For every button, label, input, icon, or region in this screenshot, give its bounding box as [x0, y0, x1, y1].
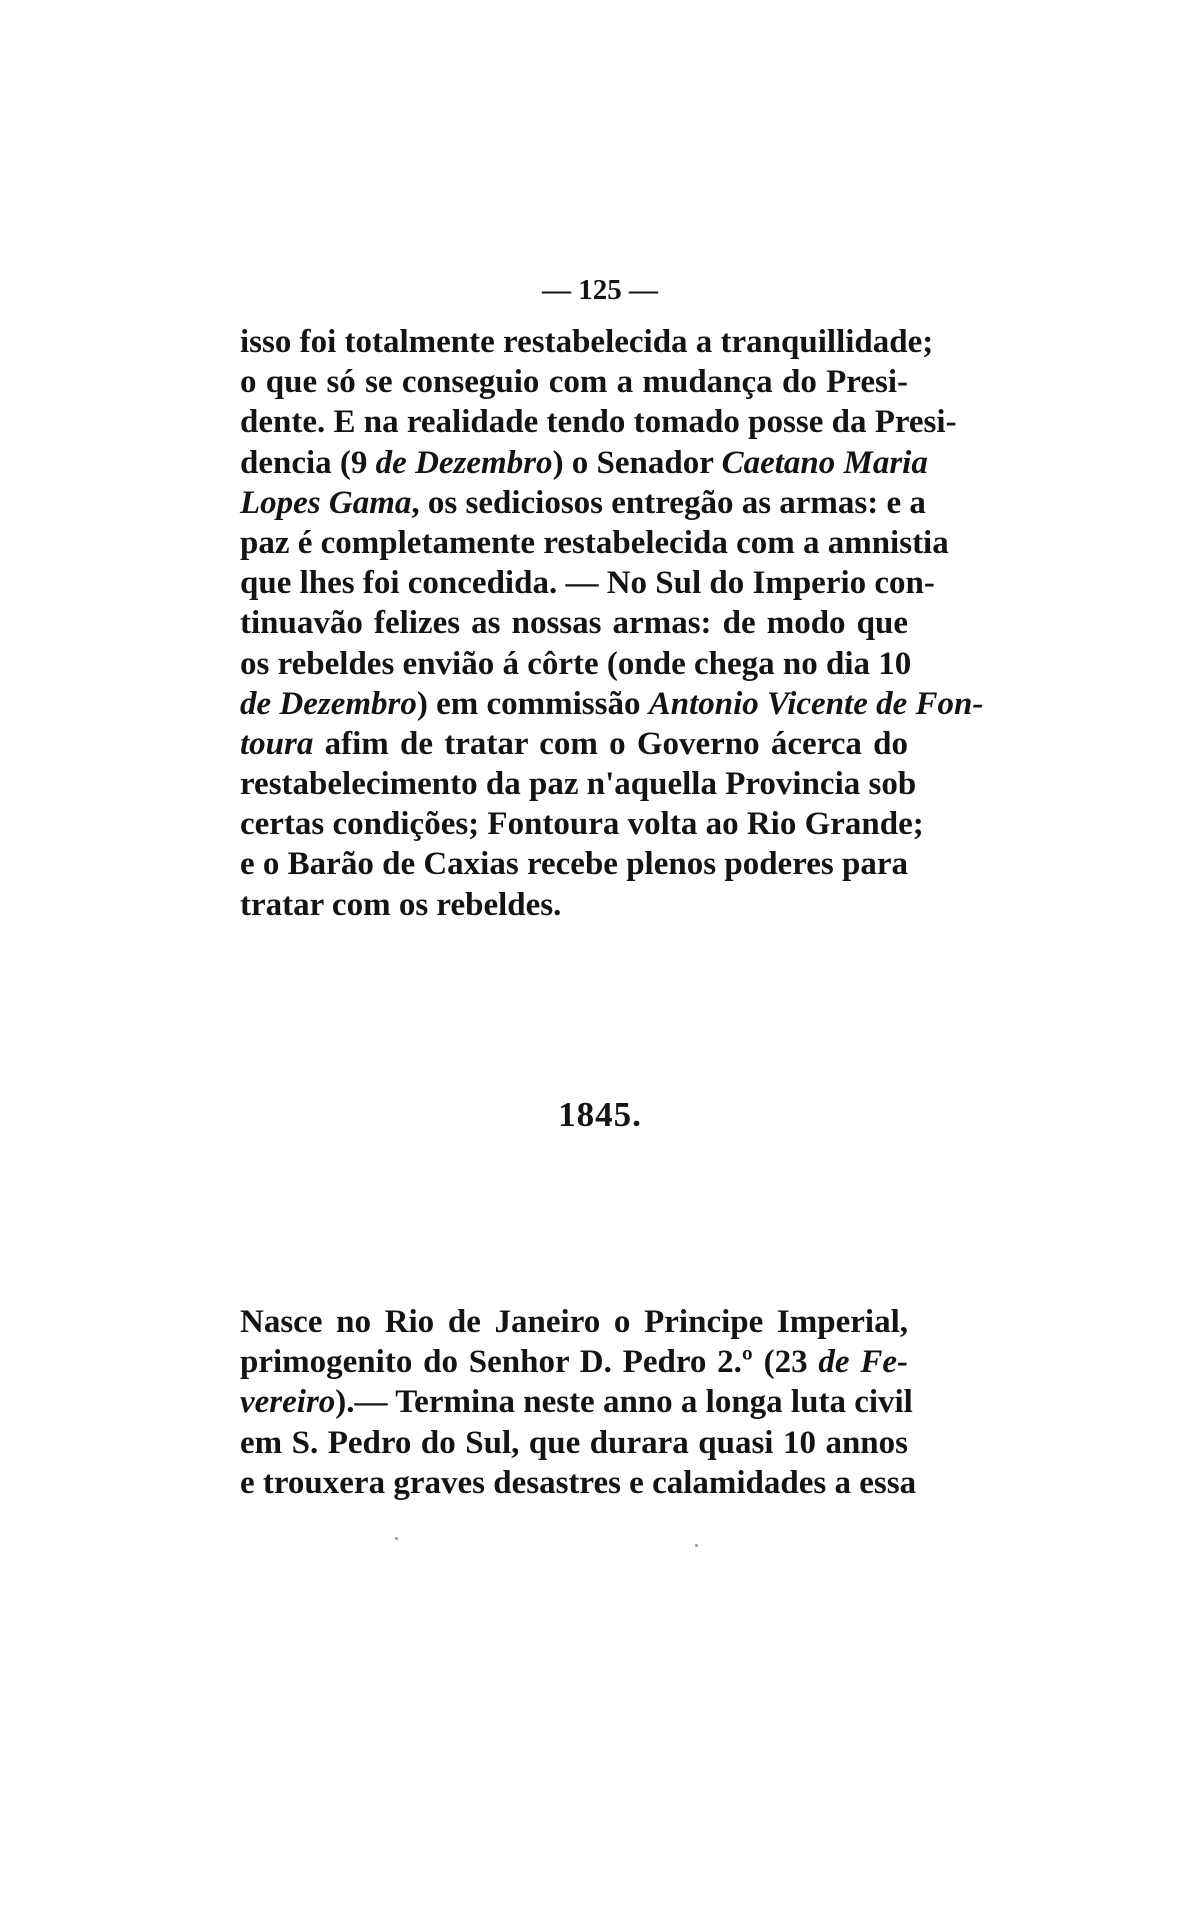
text-line — [240, 402, 957, 442]
text-line — [240, 603, 908, 643]
page-number: — 125 — — [542, 274, 658, 306]
text-segment: dencia (9 — [240, 444, 376, 481]
text-line — [240, 764, 917, 804]
text-line — [240, 1302, 908, 1342]
text-line — [240, 1342, 908, 1382]
italic-text: de Dezembro — [375, 444, 553, 481]
speck-2 — [695, 1544, 698, 1547]
text-segment: isso foi totalmente restabelecida a tranquillidade; — [240, 324, 934, 360]
text-line — [240, 844, 908, 884]
text-line — [240, 1382, 913, 1422]
text-segment: ) em commissão — [416, 685, 649, 722]
italic-text: vereiro — [240, 1384, 336, 1421]
text-line — [240, 684, 984, 724]
text-segment: em S. Pedro do Sul, que durara quasi 10 annos — [240, 1424, 908, 1461]
italic-text: Antonio Vicente de Fon- — [648, 685, 984, 722]
text-segment: primogenito do Senhor D. Pedro 2.º (23 — [240, 1344, 819, 1381]
italic-text: de Fe- — [818, 1344, 908, 1381]
text-line — [240, 1423, 908, 1463]
text-segment: ).— Termina neste anno a longa luta civil — [335, 1384, 913, 1421]
text-line — [240, 1463, 917, 1503]
text-segment: que lhes foi concedida. — No Sul do Imperio con- — [240, 565, 935, 602]
text-segment: o que só se conseguio com a mudança do Presi- — [240, 364, 908, 401]
text-segment: tinuavão felizes as nossas armas: de modo que — [240, 605, 908, 642]
year-heading: 1845. — [558, 1095, 642, 1134]
text-line — [240, 362, 908, 402]
italic-text: Lopes Gama — [240, 484, 412, 521]
text-line — [240, 804, 924, 844]
text-line — [240, 885, 908, 925]
text-line — [240, 523, 949, 563]
text-segment: certas condições; Fontoura volta ao Rio Grande; — [240, 806, 924, 843]
paragraph-1 — [240, 322, 984, 925]
italic-text: Caetano Maria — [721, 444, 928, 481]
text-segment: afim de tratar com o Governo ácerca do — [313, 725, 908, 762]
text-line — [240, 724, 908, 764]
text-line — [240, 644, 912, 684]
text-segment: dente. E na realidade tendo tomado posse da Presi- — [240, 404, 957, 441]
text-segment: , os sediciosos entregão as armas: e a — [411, 484, 926, 521]
text-segment: e trouxera graves desastres e calamidades a essa — [240, 1464, 917, 1501]
italic-text: toura — [240, 725, 314, 762]
text-line — [240, 563, 935, 603]
text-line — [240, 483, 926, 523]
text-segment: ) o Senador — [552, 444, 722, 481]
paragraph-2 — [240, 1302, 917, 1503]
italic-text: de Dezembro — [240, 685, 417, 722]
speck-1 — [395, 1537, 398, 1540]
text-segment: paz é completamente restabelecida com a amnistia — [240, 524, 949, 561]
text-segment: Nasce no Rio de Janeiro o Principe Imperial, — [240, 1304, 908, 1340]
text-segment: restabelecimento da paz n'aquella Provincia sob — [240, 766, 917, 803]
text-segment: os rebeldes envião á côrte (onde chega no dia 10 — [240, 645, 912, 682]
text-line — [240, 322, 934, 362]
text-line — [240, 443, 928, 483]
text-segment: e o Barão de Caxias recebe plenos poderes para — [240, 846, 908, 883]
text-segment: tratar com os rebeldes. — [240, 886, 562, 923]
